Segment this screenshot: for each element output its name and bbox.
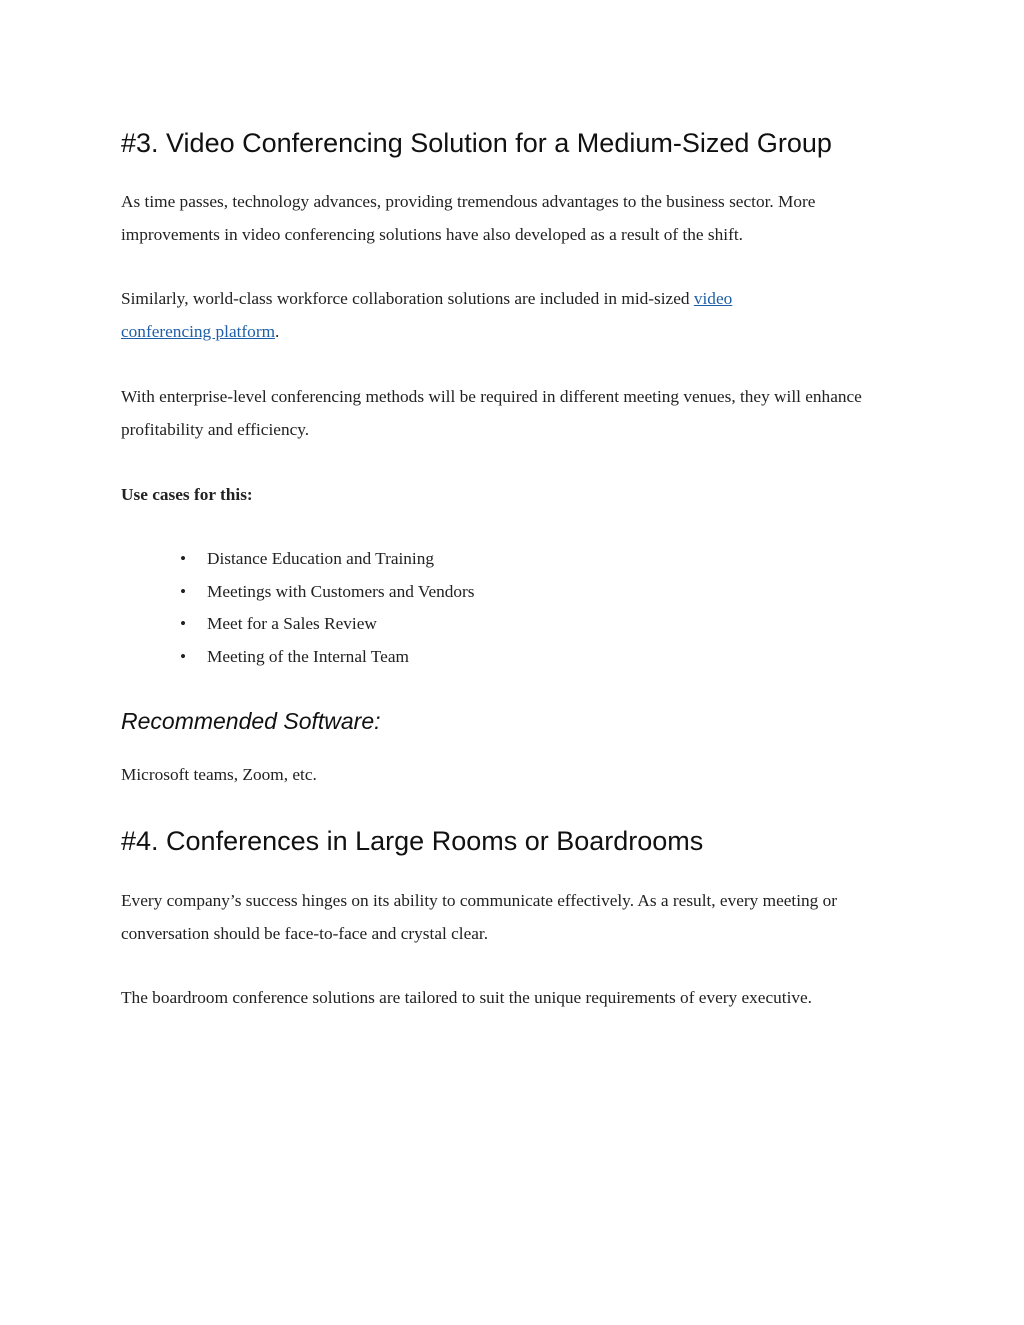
bullet-icon: • [179, 549, 187, 568]
section-3-paragraph-2-end: . [275, 322, 280, 341]
list-item-text: Meeting of the Internal Team [207, 646, 409, 666]
use-cases-label: Use cases for this: [121, 485, 253, 504]
list-item-text: Distance Education and Training [207, 549, 435, 568]
list-item [177, 543, 475, 576]
section-4-paragraph-1: Every company’s success hinges on its ability to communicate effectively. As a result, every meeting or conversation should be face-to-face and crystal clear. [121, 891, 838, 943]
list-item [177, 641, 475, 674]
section-3-paragraph-2 [121, 282, 821, 348]
section-4-heading: #4. Conferences in Large Rooms or Boardrooms [121, 826, 704, 856]
bullet-icon: • [179, 646, 187, 666]
list-item-text: Meetings with Customers and Vendors [207, 581, 475, 601]
bullet-icon: • [179, 614, 187, 634]
section-3-heading: #3. Video Conferencing Solution for a Medium-Sized Group [121, 128, 832, 158]
video-conferencing-platform-link[interactable]: video conferencing platform [121, 289, 733, 341]
section-3-paragraph-2-text: Similarly, world-class workforce collaboration solutions are included in mid-sized [121, 289, 694, 308]
section-3-paragraph-1: As time passes, technology advances, providing tremendous advantages to the business sector. More improvements in video conferencing solutions have also developed as a result of the shift. [121, 192, 816, 244]
section-3-paragraph-3: With enterprise-level conferencing methods will be required in different meeting venues, they will enhance profitability and efficiency. [121, 387, 862, 439]
list-item-text: Meet for a Sales Review [207, 614, 377, 634]
list-item [177, 608, 475, 641]
bullet-icon: • [179, 581, 187, 601]
section-4-paragraph-2: The boardroom conference solutions are tailored to suit the unique requirements of every executive. [121, 988, 812, 1007]
use-cases-list [177, 543, 475, 673]
recommended-software-text: Microsoft teams, Zoom, etc. [121, 765, 317, 784]
list-item [177, 576, 475, 609]
recommended-software-heading: Recommended Software: [121, 708, 381, 734]
